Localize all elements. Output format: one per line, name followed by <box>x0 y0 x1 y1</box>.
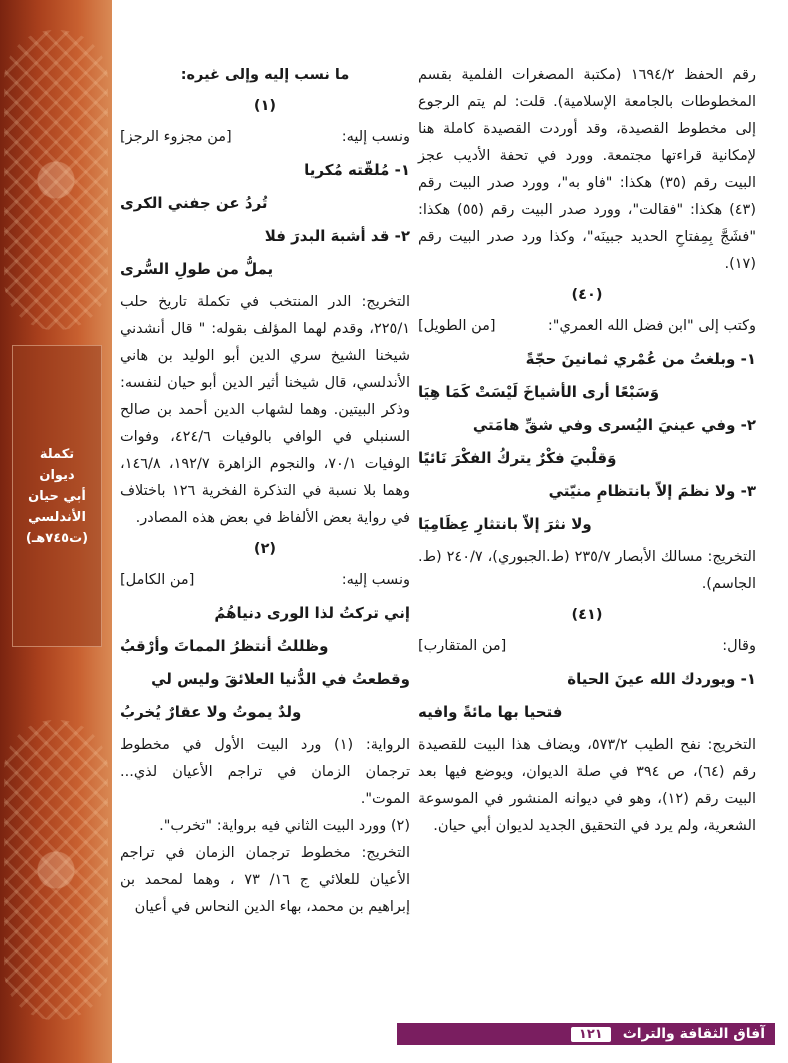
ornament-bottom <box>4 720 108 1020</box>
verse-second-hemistich: وظللتُ أنتظرُ المماتَ وأرْقبُ <box>120 637 329 655</box>
sidebar-label-line: أبي حيان <box>28 488 86 504</box>
intro-paragraph: رقم الحفظ ١٦٩٤/٢ (مكتبة المصغرات الفلمية بقسم المخطوطات بالجامعة الإسلامية). قلت: لم يتم الرجوع إلى مخطوط القصيدة، وقد أوردت القصيدة كاملة هنا لإمكانية قراءتها مجتمعة. وورد في تحفة الأديب عجز البيت رقم (٣٥) هكذا: "فاو به"، وورد صدر البيت رقم (٤٣) هكذا: "فقالت"، وورد صدر البيت رقم (٥٥) هكذا: "فشَجَّ بِمِفتاحِ الحديد جبينَه"، وكذا ورد صدر البيت رقم (١٧). <box>418 67 756 272</box>
poem-meter: [من مجزوء الرجز] <box>120 129 232 145</box>
verse-first-hemistich: إني تركتُ لذا الورى دنياهُمُ <box>214 604 410 622</box>
sidebar-label-box <box>12 345 102 647</box>
right-column <box>418 62 756 840</box>
verse-first-hemistich: ٢- قد أشبهَ البدرَ فلا <box>264 227 410 245</box>
poem-intro-row <box>418 633 756 660</box>
poem-number: (٤١) <box>571 607 603 623</box>
sidebar-label-line: الأندلسي <box>28 509 86 525</box>
verse-first-hemistich: ١- ويوردك الله عينَ الحياة <box>567 670 756 688</box>
verse-second-hemistich: وَقلْبيَ فكْرٌ يتركُ الفكْرَ نَائيًا <box>418 449 617 467</box>
takhrij-text: التخريج: الدر المنتخب في تكملة تاريخ حلب ٢٢٥/١، وقدم لهما المؤلف بقوله: " قال أنشدني شيخنا الشيخ سري الدين أبو الوليد بن هاني الأندلسي، قال شيخنا أثير الدين أبو حيان لنفسه: وذكر البيتين. وهما لشهاب الدين أحمد بن صالح السنبلي في الوافي بالوفيات ٤٢٤/٦، وفوات الوفيات ٧٠/١، والنجوم الزاهرة ١٩٢/٧، ١٤٦/٨، وهما بلا نسبة في التذكرة الفخرية ١٢٦ باختلاف في رواية بعض الألفاظ في بعض هذه المصادر. <box>120 294 411 526</box>
poem-intro: وكتب إلى "ابن فضل الله العمري": <box>547 318 756 334</box>
page-footer <box>397 1023 775 1045</box>
magazine-title: آفاق الثقافة والتراث <box>622 1026 765 1042</box>
page-number: ١٢١ <box>571 1027 611 1042</box>
poem-intro: ونسب إليه: <box>341 129 410 145</box>
left-column <box>120 62 410 921</box>
poem-meter: [من الطويل] <box>418 318 496 334</box>
poem-intro-row <box>120 567 410 594</box>
takhrij-text: التخريج: نفح الطيب ٥٧٣/٢، ويضاف هذا البيت للقصيدة رقم (٦٤)، ص ٣٩٤ في صلة الديوان، ويوضع فيها بعد البيت رقم (١٢)، وهو في ديوانه المنشور في الموسوعة الشعرية، ولم يرد في التحقيق الجديد لديوان أبي حيان. <box>418 737 756 834</box>
takhrij-text: التخريج: مسالك الأبصار ٢٣٥/٧ (ط.الجبوري)، ٢٤٠/٧ (ط. الجاسم). <box>418 549 756 592</box>
poem-intro: وقال: <box>722 638 756 654</box>
verse-first-hemistich: ١- وبلغتُ من عُمْري ثمانينَ حجّةً <box>525 350 756 368</box>
sidebar-label-line: ديوان <box>39 467 75 483</box>
verse-second-hemistich: ولا نثرَ إلاّ بانتثارِ عِظَامِيَا <box>418 515 592 533</box>
verse-first-hemistich: ٢- وفي عينيَ اليُسرى وفي شقِّ هامَتي <box>472 416 756 434</box>
sidebar-label-line: تكملة <box>39 446 75 462</box>
poem-number: (٤٠) <box>571 287 603 303</box>
poem-intro: ونسب إليه: <box>341 572 410 588</box>
takhrij-text: التخريج: مخطوط ترجمان الزمان في تراجم الأعيان للعلائي ج ١٦/ ٧٣ ، وهما لمحمد بن إبراهيم بن محمد، بهاء الدين النحاس في أعيان <box>120 845 410 915</box>
sidebar-label-line: (ت٧٤٥هـ) <box>25 530 89 546</box>
poem-intro-row <box>418 313 756 340</box>
verse-second-hemistich: وَسَبْعًا أرى الأشياخَ لَيْسَتْ كَمَا هِيَا <box>418 383 660 401</box>
verse-second-hemistich: ولدٌ يموتُ ولا عقارٌ يُخربُ <box>120 703 302 721</box>
poem-meter: [من المتقارب] <box>418 638 507 654</box>
riwaya-text: الرواية: (١) ورد البيت الأول في مخطوط ترجمان الزمان في تراجم الأعيان لذي... الموت". <box>120 737 410 807</box>
decorative-sidebar <box>0 0 112 1063</box>
section-heading: ما نسب إليه وإلى غيره: <box>180 67 350 83</box>
verse-second-hemistich: فتحيا بها مائةً وافيه <box>418 703 563 721</box>
poem-number: (٢) <box>253 541 277 557</box>
verse-first-hemistich: ١- مُلقّته مُكريا <box>304 161 410 179</box>
verse-second-hemistich: تُردُ عن جفني الكرى <box>120 194 268 212</box>
poem-meter: [من الكامل] <box>120 572 195 588</box>
verse-first-hemistich: ٣- ولا نظمَ إلاّ بانتظامِ منيّتي <box>548 482 756 500</box>
ornament-top <box>4 30 108 330</box>
riwaya-text: (٢) وورد البيت الثاني فيه برواية: "تخرب". <box>159 818 410 834</box>
poem-intro-row <box>120 124 410 151</box>
verse-second-hemistich: يملُّ من طولِ السُّرى <box>120 260 274 278</box>
poem-number: (١) <box>253 98 277 114</box>
verse-first-hemistich: وقطعتُ في الدُّنيا العلائقَ وليس لي <box>151 670 410 688</box>
